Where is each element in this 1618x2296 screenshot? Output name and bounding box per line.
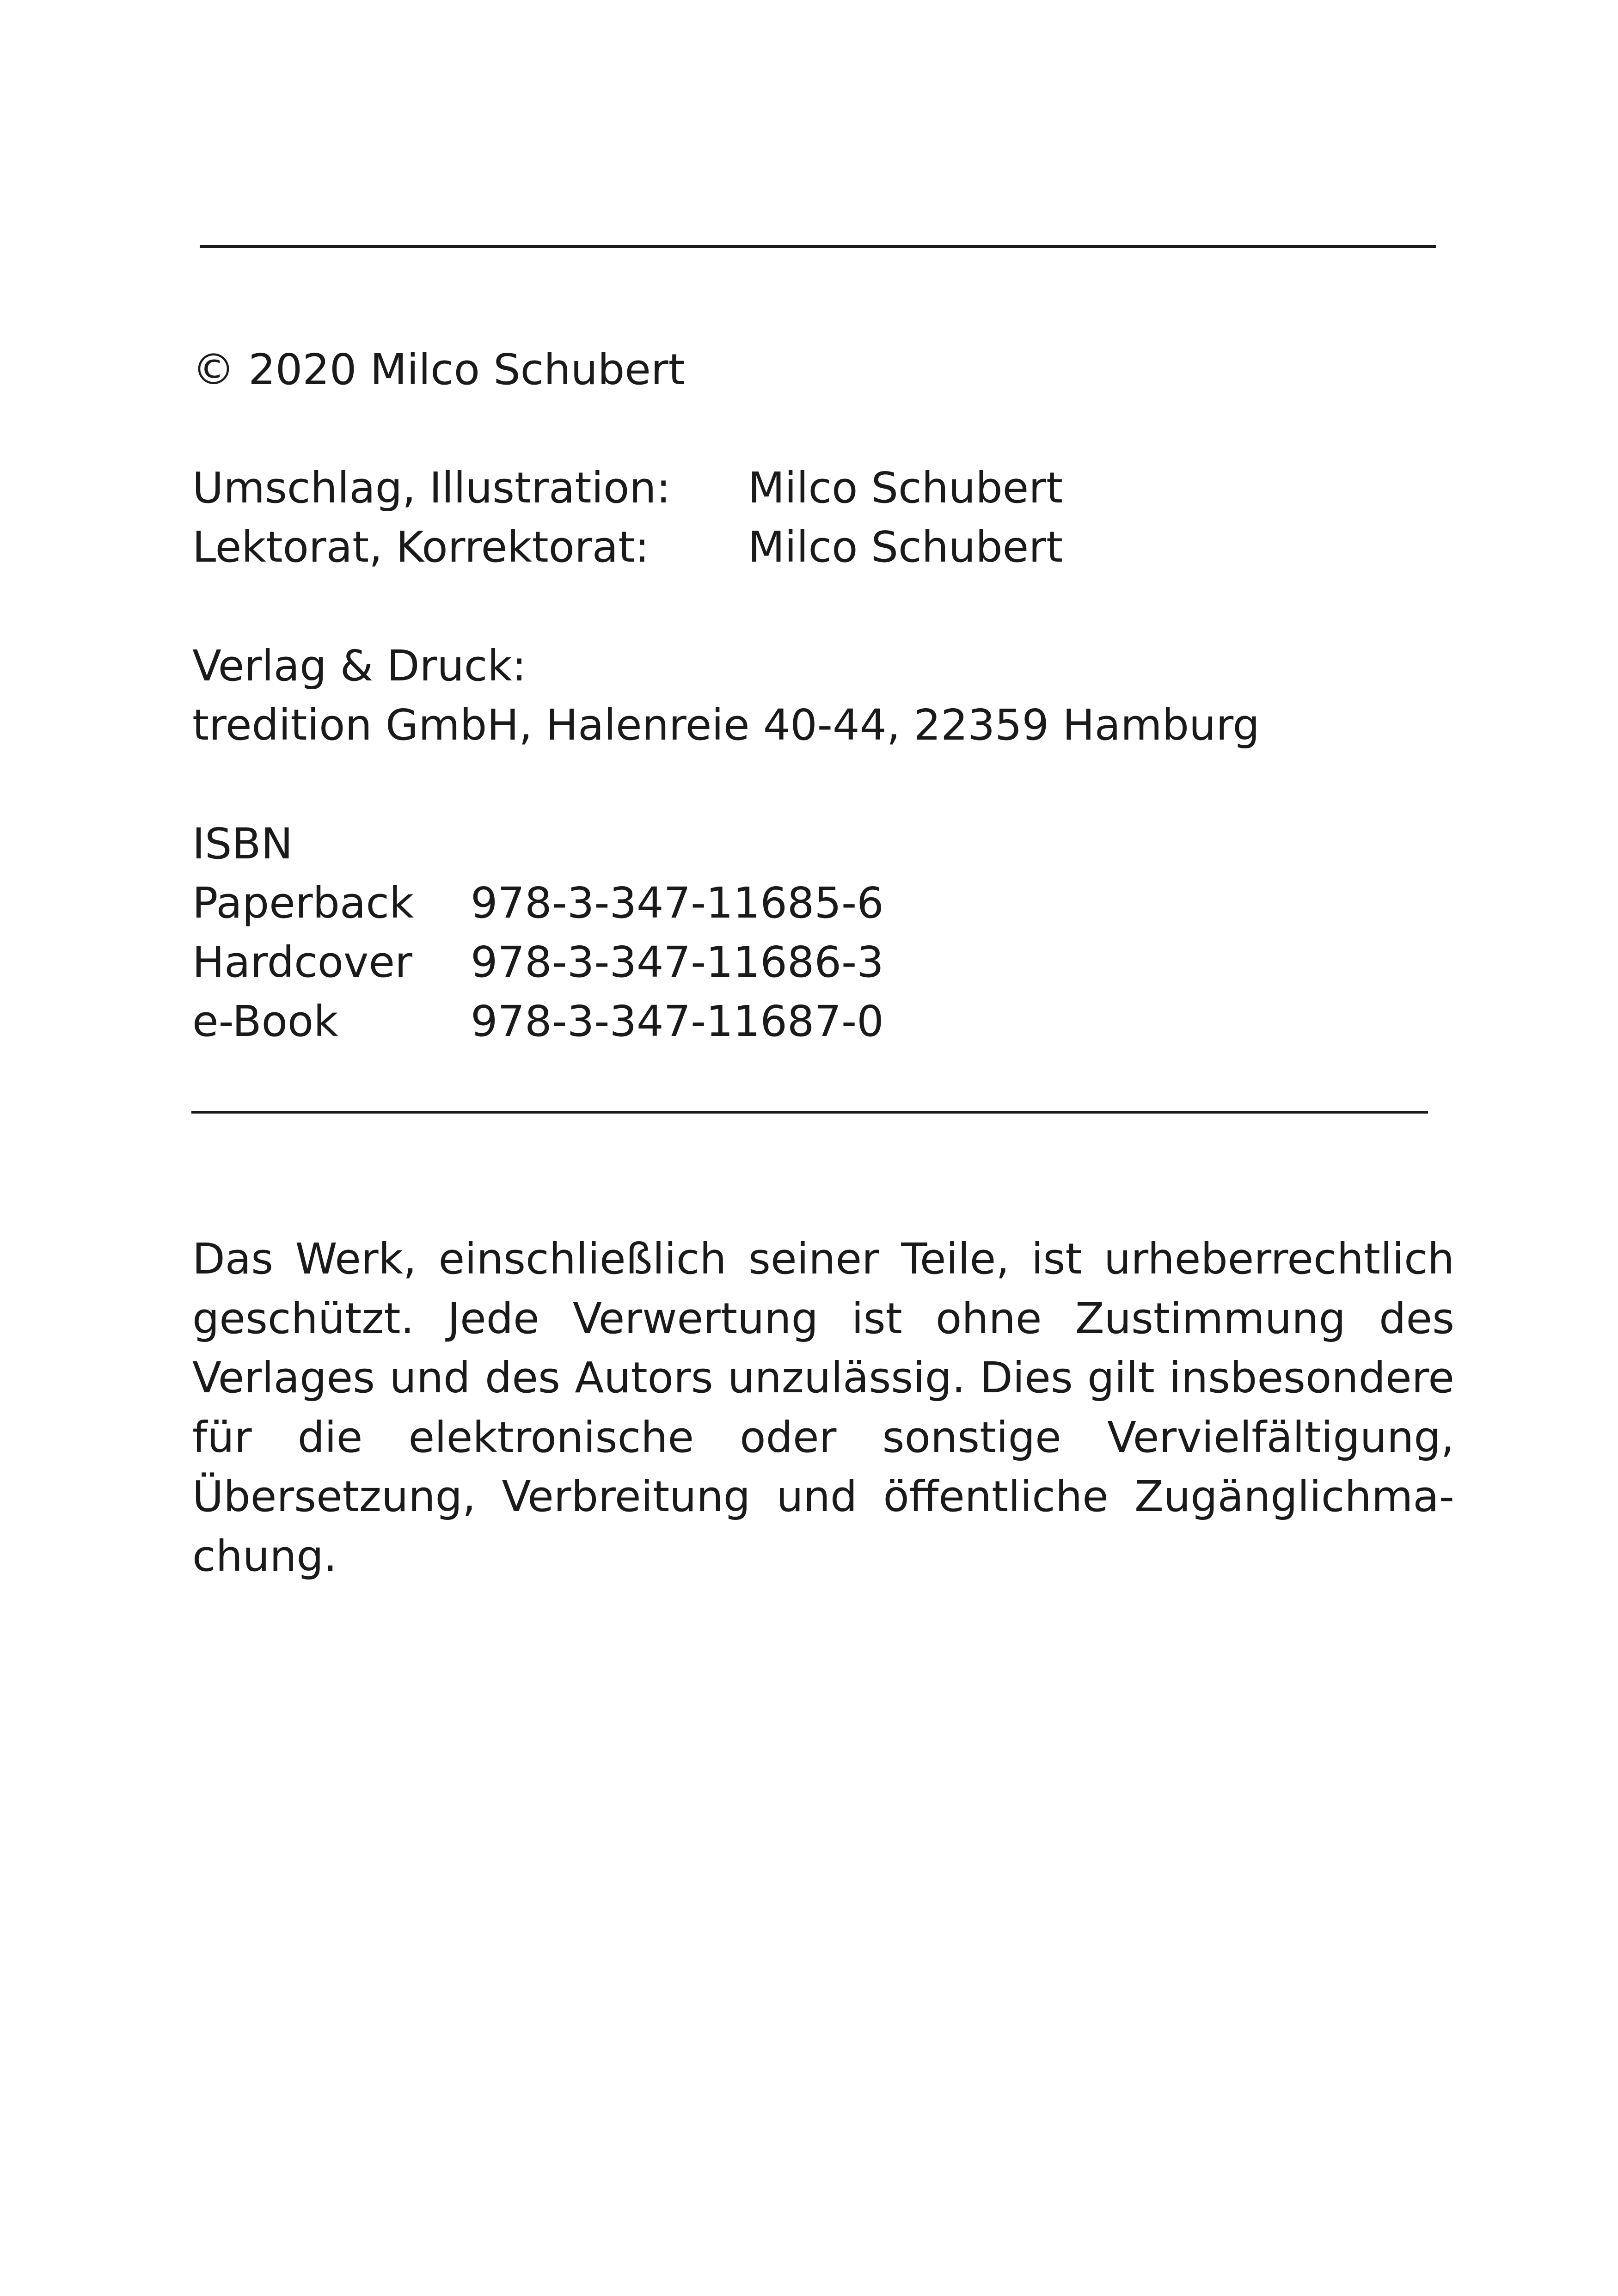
isbn-format: Paperback <box>192 878 414 928</box>
copyright-notice: Das Werk, einschließlich seiner Teile, ist urheberrechtlich geschützt. Jede Verwertung ist ohne Zustimmung des Verlages und des Autors unzulässig. Dies gilt insbesondere für die elektronische oder sonstige Vervielfältigung, Übersetzung, Verbreitung und öffentliche Zugänglichmachung. <box>192 1234 1454 1581</box>
isbn-number: 978-3-347-11687-0 <box>471 997 884 1046</box>
top-divider <box>200 245 1436 248</box>
credit-role: Umschlag, Illustration: <box>192 463 671 513</box>
isbn-number: 978-3-347-11685-6 <box>471 878 884 928</box>
isbn-row-hardcover <box>192 933 884 992</box>
isbn-row-ebook <box>192 992 884 1051</box>
isbn-format: e-Book <box>192 997 338 1046</box>
credit-name: Milco Schubert <box>748 522 1063 572</box>
isbn-number: 978-3-347-11686-3 <box>471 937 884 987</box>
publisher-address: tredition GmbH, Halenreie 40-44, 22359 Hamburg <box>192 700 1260 750</box>
credit-role: Lektorat, Korrektorat: <box>192 522 650 572</box>
credit-name: Milco Schubert <box>748 463 1063 513</box>
credit-row-cover <box>192 459 1063 518</box>
isbn-format: Hardcover <box>192 937 412 987</box>
isbn-heading: ISBN <box>192 819 293 869</box>
credit-row-editing <box>192 518 1063 577</box>
isbn-row-paperback <box>192 874 884 933</box>
copyright-line: © 2020 Milco Schubert <box>192 345 685 394</box>
middle-divider <box>191 1111 1428 1114</box>
publisher-label: Verlag & Druck: <box>192 641 527 691</box>
